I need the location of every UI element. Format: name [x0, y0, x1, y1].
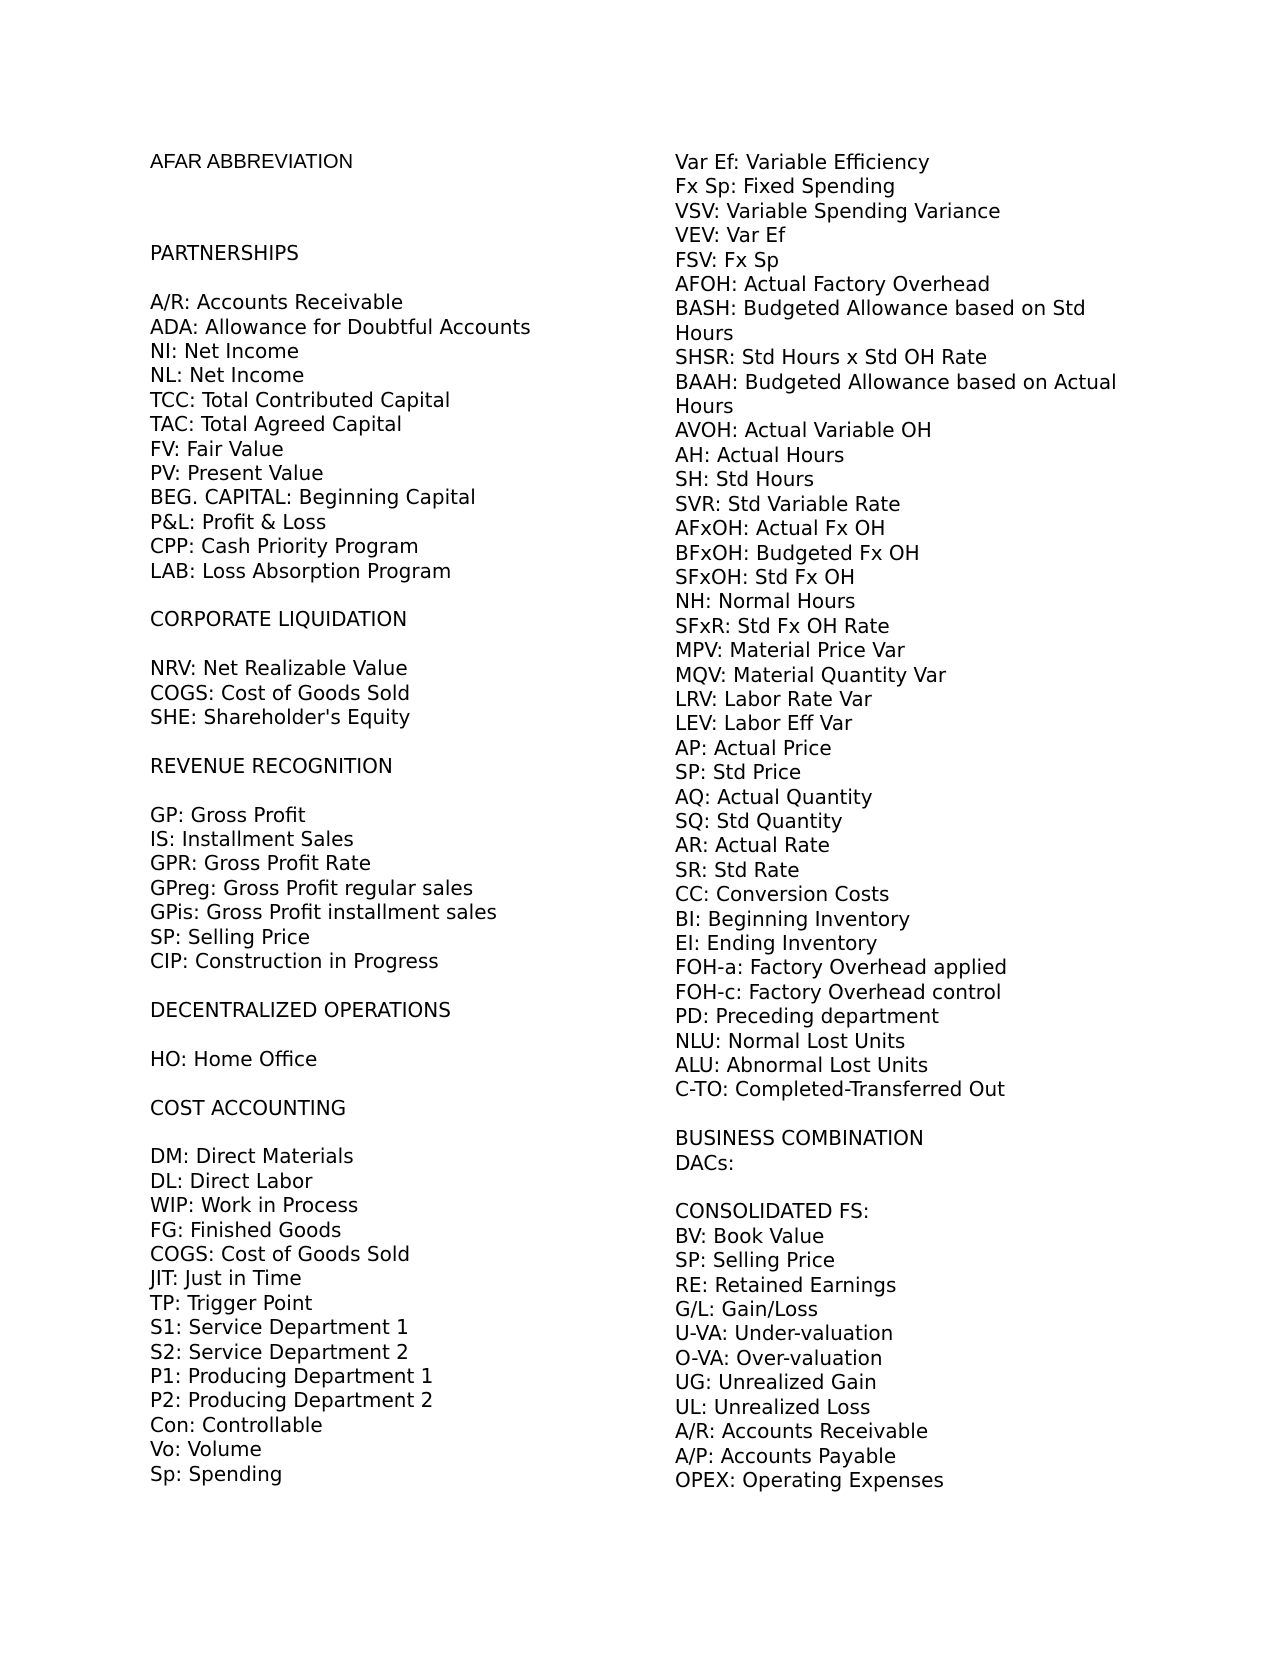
abbreviation-entry: EI: Ending Inventory: [675, 931, 878, 955]
spacer: [150, 174, 620, 241]
abbreviation-entry: NI: Net Income: [150, 339, 300, 364]
abbreviation-entry: A/R: Accounts Receivable: [675, 1419, 929, 1444]
abbreviation-entry: P&L: Profit & Loss: [150, 509, 327, 534]
spacer: [150, 974, 620, 998]
section-consolidated-fs: [675, 1199, 1130, 1492]
spacer: [150, 778, 620, 802]
abbreviation-entry: SHSR: Std Hours x Std OH Rate: [675, 345, 988, 370]
abbreviation-entry: TCC: Total Contributed Capital: [150, 387, 451, 412]
section-revenue-recognition: [150, 754, 620, 974]
abbreviation-entry: FG: Finished Goods: [150, 1217, 342, 1242]
spacer: [675, 1102, 1130, 1126]
left-column: [150, 150, 620, 1486]
abbreviation-entry: P2: Producing Department 2: [150, 1388, 434, 1413]
abbreviation-list: [150, 1144, 620, 1486]
abbreviation-entry: S2: Service Department 2: [150, 1339, 409, 1364]
abbreviation-entry: JIT: Just in Time: [150, 1266, 302, 1291]
abbreviation-entry: GP: Gross Profit: [150, 802, 306, 827]
abbreviation-entry: AQ: Actual Quantity: [675, 784, 873, 809]
abbreviation-entry: TAC: Total Agreed Capital: [150, 412, 403, 437]
section-decentralized-operations: [150, 998, 620, 1071]
abbreviation-entry: Sp: Spending: [150, 1461, 283, 1486]
abbreviation-entry: Con: Controllable: [150, 1412, 323, 1437]
abbreviation-entry: BASH: Budgeted Allowance based on Std Hours: [675, 296, 1086, 345]
abbreviation-entry: SVR: Std Variable Rate: [675, 491, 901, 516]
abbreviation-list: [150, 290, 620, 583]
abbreviation-entry: SR: Std Rate: [675, 857, 800, 882]
abbreviation-entry: IS: Installment Sales: [150, 827, 354, 852]
abbreviation-entry: ALU: Abnormal Lost Units: [675, 1053, 929, 1078]
abbreviation-entry: SP: Selling Price: [675, 1248, 836, 1273]
spacer: [675, 1175, 1130, 1199]
section-heading: REVENUE RECOGNITION: [150, 753, 393, 778]
abbreviation-entry: HO: Home Office: [150, 1046, 318, 1071]
abbreviation-entry: VSV: Variable Spending Variance: [675, 198, 1001, 223]
abbreviation-entry: WIP: Work in Process: [150, 1193, 359, 1218]
abbreviation-entry: UG: Unrealized Gain: [675, 1370, 877, 1395]
section-cost-accounting: [150, 1096, 620, 1486]
abbreviation-entry: BV: Book Value: [675, 1223, 825, 1248]
abbreviation-entry: LRV: Labor Rate Var: [675, 686, 872, 711]
document-title: AFAR ABBREVIATION: [150, 151, 354, 173]
section-heading: CONSOLIDATED FS:: [675, 1199, 870, 1224]
abbreviation-entry: A/P: Accounts Payable: [675, 1443, 897, 1468]
abbreviation-entry: SH: Std Hours: [675, 467, 815, 492]
abbreviation-entry: FOH-a: Factory Overhead applied: [675, 955, 1008, 980]
right-column: [675, 150, 1130, 1492]
abbreviation-entry: NH: Normal Hours: [675, 589, 856, 614]
abbreviation-list: [150, 803, 620, 974]
abbreviation-entry: SP: Std Price: [675, 760, 802, 785]
spacer: [150, 729, 620, 753]
abbreviation-entry: PV: Present Value: [150, 461, 324, 486]
abbreviation-entry: NLU: Normal Lost Units: [675, 1028, 906, 1053]
spacer: [150, 632, 620, 656]
abbreviation-entry: AR: Actual Rate: [675, 833, 830, 858]
abbreviation-entry: DM: Direct Materials: [150, 1144, 354, 1169]
section-cost-accounting-continued: [675, 150, 1130, 1102]
abbreviation-entry: GPreg: Gross Profit regular sales: [150, 875, 474, 900]
abbreviation-entry: CIP: Construction in Progress: [150, 949, 439, 974]
spacer: [150, 266, 620, 290]
abbreviation-list: [675, 1224, 1130, 1492]
abbreviation-entry: GPR: Gross Profit Rate: [150, 851, 372, 876]
abbreviation-entry: Fx Sp: Fixed Spending: [675, 174, 896, 199]
abbreviation-entry: C-TO: Completed-Transferred Out: [675, 1077, 1005, 1102]
spacer: [150, 1120, 620, 1144]
abbreviation-entry: FV: Fair Value: [150, 436, 284, 461]
spacer: [150, 583, 620, 607]
abbreviation-entry: FSV: Fx Sp: [675, 247, 780, 272]
abbreviation-entry: SFxR: Std Fx OH Rate: [675, 613, 890, 638]
abbreviation-entry: A/R: Accounts Receivable: [150, 290, 404, 315]
abbreviation-entry: SHE: Shareholder's Equity: [150, 705, 411, 730]
abbreviation-list: [150, 656, 620, 729]
abbreviation-entry: CC: Conversion Costs: [675, 882, 890, 907]
abbreviation-entry: SQ: Std Quantity: [675, 808, 843, 833]
abbreviation-entry: MPV: Material Price Var: [675, 638, 905, 663]
abbreviation-entry: COGS: Cost of Goods Sold: [150, 1241, 411, 1266]
section-heading: BUSINESS COMBINATION: [675, 1126, 924, 1151]
abbreviation-entry: BEG. CAPITAL: Beginning Capital: [150, 485, 476, 510]
abbreviation-list: [150, 1047, 620, 1071]
abbreviation-list: [675, 1151, 1130, 1175]
abbreviation-entry: SP: Selling Price: [150, 924, 311, 949]
abbreviation-entry: AVOH: Actual Variable OH: [675, 418, 932, 443]
abbreviation-entry: VEV: Var Ef: [675, 223, 786, 248]
abbreviation-entry: CPP: Cash Priority Program: [150, 534, 419, 559]
section-heading: CORPORATE LIQUIDATION: [150, 607, 408, 632]
abbreviation-entry: SFxOH: Std Fx OH: [675, 564, 855, 589]
section-business-combination: [675, 1126, 1130, 1175]
section-heading: COST ACCOUNTING: [150, 1095, 347, 1120]
abbreviation-entry: O-VA: Over-valuation: [675, 1345, 883, 1370]
abbreviation-entry: AP: Actual Price: [675, 735, 832, 760]
abbreviation-entry: U-VA: Under-valuation: [675, 1321, 894, 1346]
abbreviation-entry: S1: Service Department 1: [150, 1315, 409, 1340]
abbreviation-entry: NL: Net Income: [150, 363, 305, 388]
abbreviation-entry: TP: Trigger Point: [150, 1290, 313, 1315]
abbreviation-entry: PD: Preceding department: [675, 1004, 939, 1029]
abbreviation-entry: MQV: Material Quantity Var: [675, 662, 947, 687]
abbreviation-entry: FOH-c: Factory Overhead control: [675, 979, 1002, 1004]
section-corporate-liquidation: [150, 607, 620, 729]
abbreviation-entry: OPEX: Operating Expenses: [675, 1467, 944, 1492]
abbreviation-entry: DACs:: [675, 1150, 735, 1175]
abbreviation-entry: LAB: Loss Absorption Program: [150, 558, 452, 583]
abbreviation-entry: Var Ef: Variable Efficiency: [675, 150, 930, 174]
spacer: [150, 1022, 620, 1046]
section-heading: DECENTRALIZED OPERATIONS: [150, 997, 451, 1022]
abbreviation-entry: GPis: Gross Profit installment sales: [150, 900, 497, 925]
abbreviation-entry: NRV: Net Realizable Value: [150, 656, 408, 681]
abbreviation-entry: AH: Actual Hours: [675, 442, 845, 467]
section-partnerships: [150, 241, 620, 583]
abbreviation-entry: RE: Retained Earnings: [675, 1272, 897, 1297]
abbreviation-entry: BFxOH: Budgeted Fx OH: [675, 540, 920, 565]
abbreviation-entry: COGS: Cost of Goods Sold: [150, 680, 411, 705]
abbreviation-entry: UL: Unrealized Loss: [675, 1394, 871, 1419]
abbreviation-entry: AFOH: Actual Factory Overhead: [675, 272, 991, 297]
abbreviation-entry: ADA: Allowance for Doubtful Accounts: [150, 314, 531, 339]
abbreviation-entry: P1: Producing Department 1: [150, 1363, 434, 1388]
abbreviation-entry: BAAH: Budgeted Allowance based on Actual Hours: [675, 369, 1117, 419]
abbreviation-entry: LEV: Labor Eff Var: [675, 711, 853, 736]
spacer: [150, 1071, 620, 1095]
abbreviation-entry: AFxOH: Actual Fx OH: [675, 516, 886, 541]
abbreviation-entry: BI: Beginning Inventory: [675, 906, 911, 931]
abbreviation-list: [675, 150, 1130, 1102]
abbreviation-entry: Vo: Volume: [150, 1437, 262, 1462]
section-heading: PARTNERSHIPS: [150, 241, 300, 266]
abbreviation-entry: DL: Direct Labor: [150, 1168, 313, 1193]
abbreviation-entry: G/L: Gain/Loss: [675, 1297, 819, 1322]
